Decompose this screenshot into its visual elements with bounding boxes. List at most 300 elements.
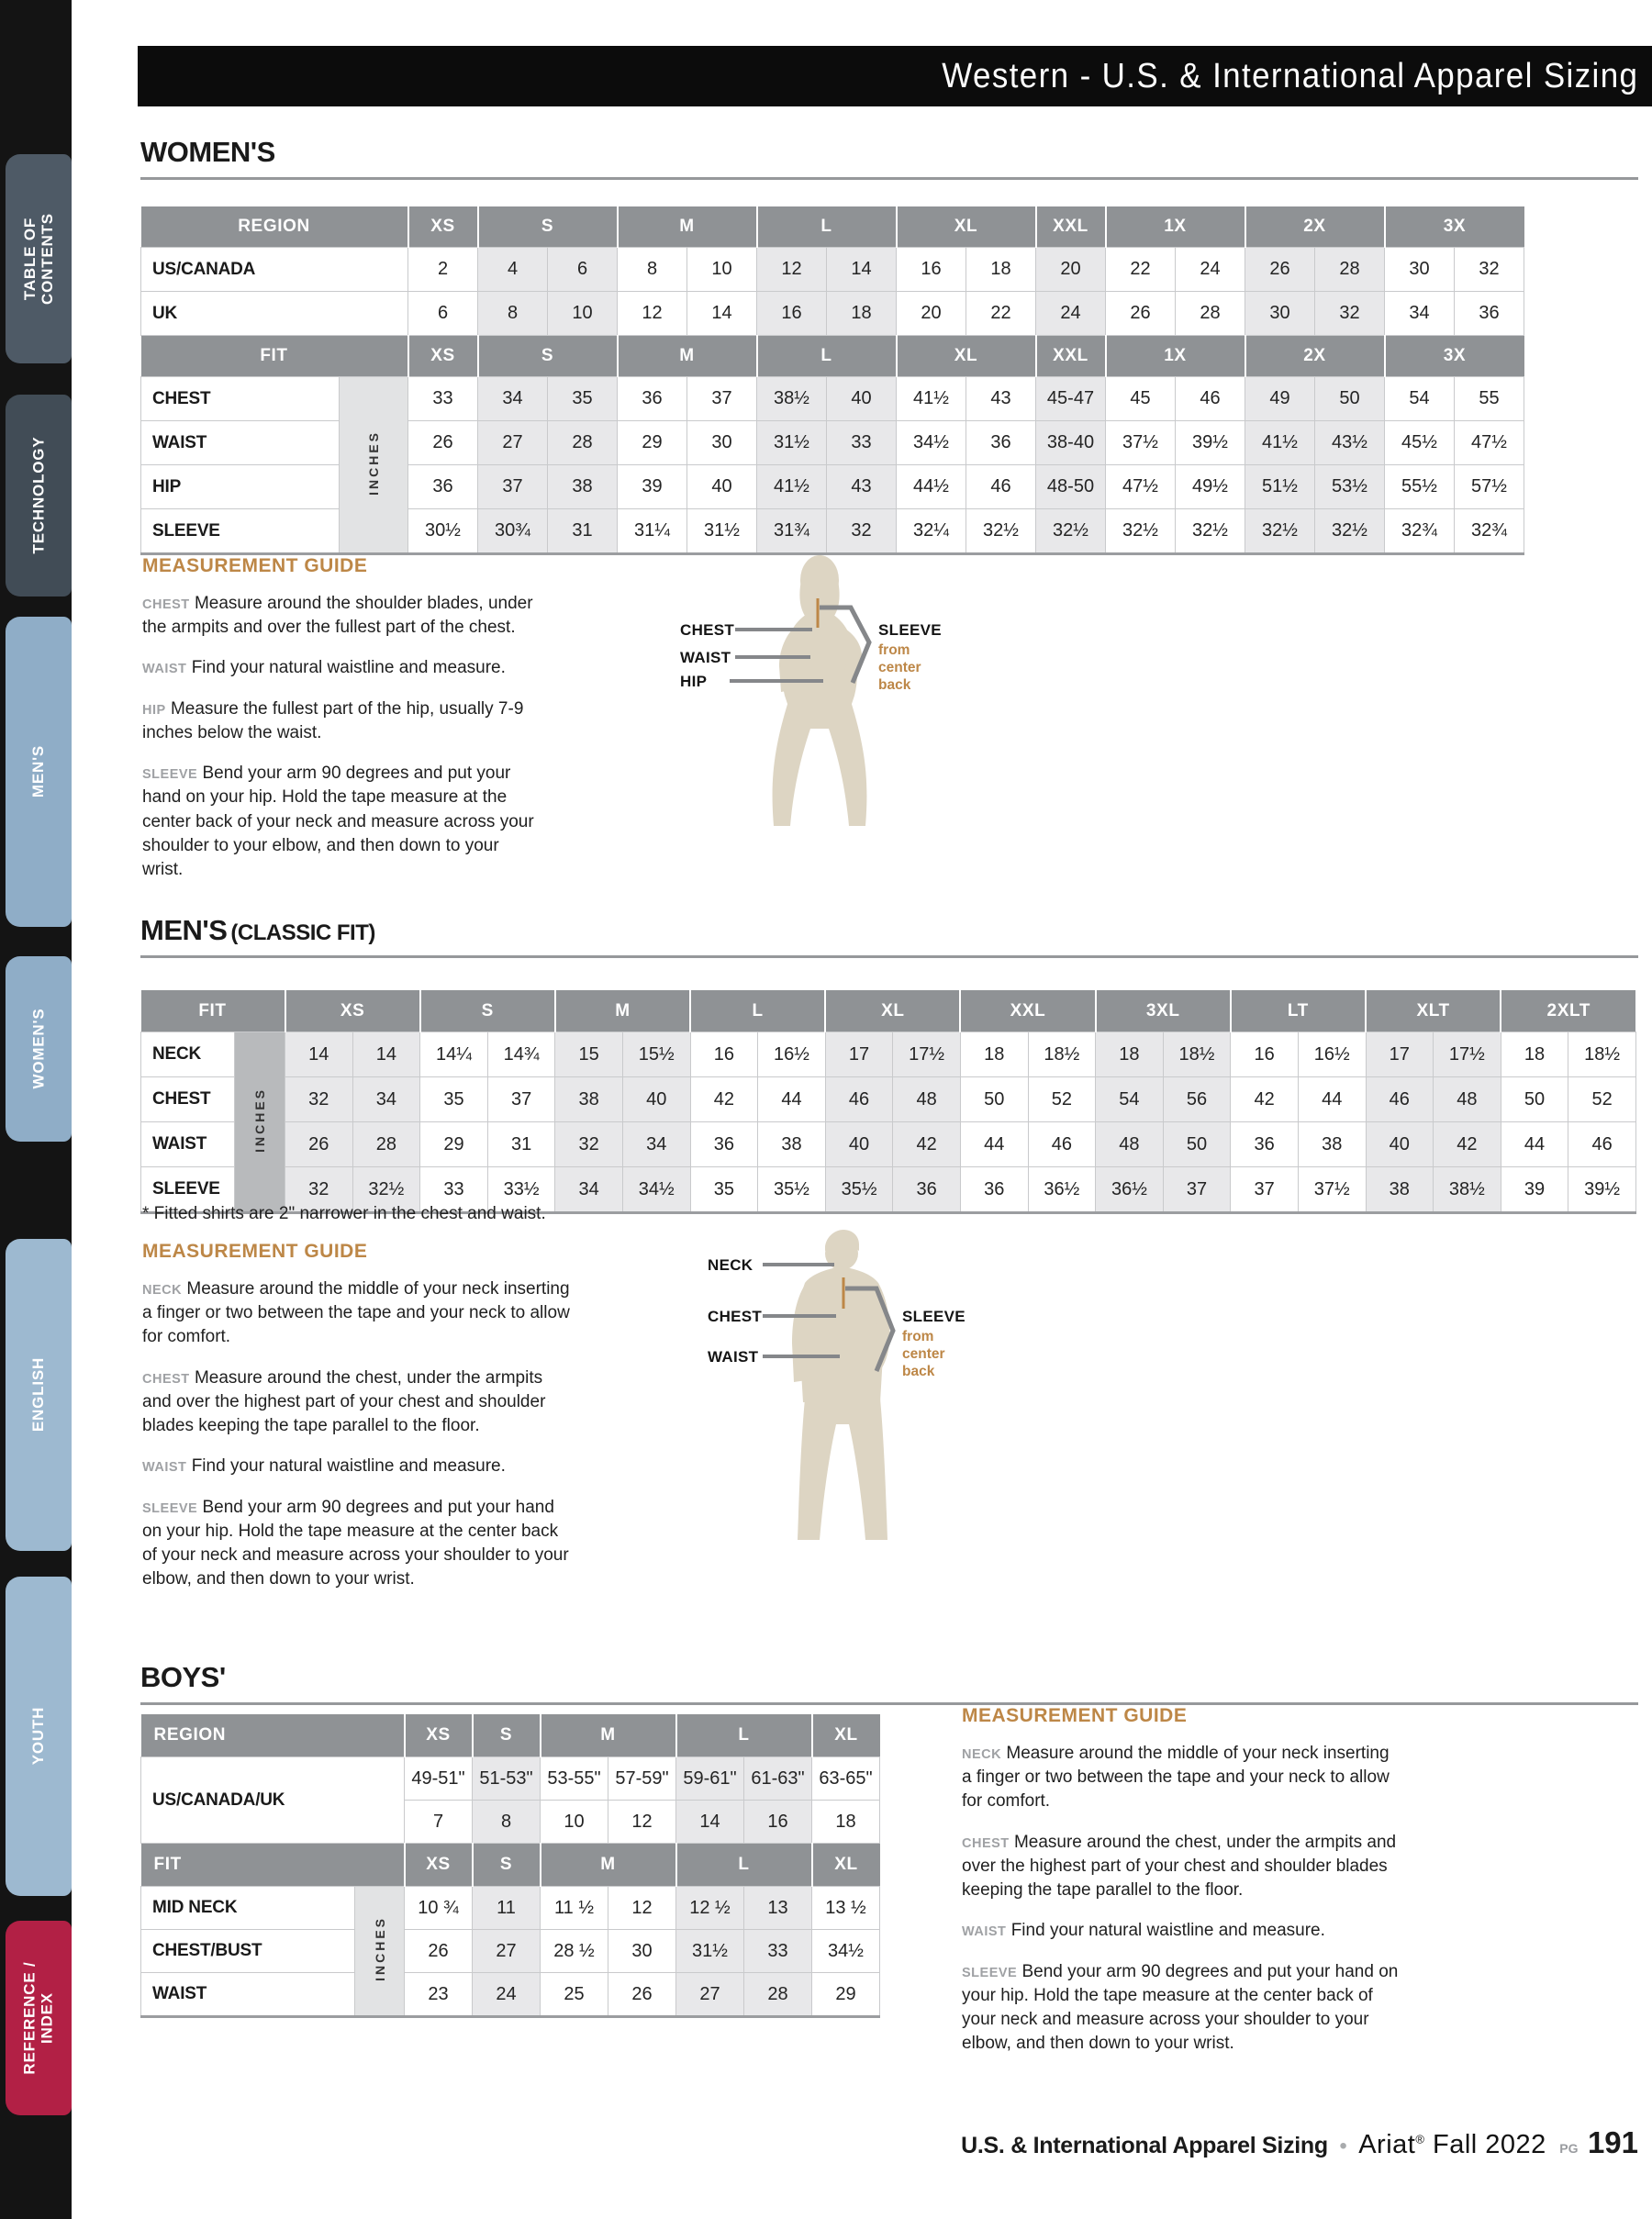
size-cell: 32½ — [966, 509, 1036, 554]
size-cell: 50 — [1163, 1122, 1231, 1167]
size-group-header-xs: XS — [405, 1844, 473, 1887]
row-label: SLEEVE — [141, 509, 340, 554]
size-cell: 54 — [1096, 1077, 1164, 1122]
size-cell: 50 — [1501, 1077, 1568, 1122]
size-cell: 44½ — [897, 465, 966, 509]
size-cell: 2 — [408, 248, 478, 292]
sidebar-tab-table-of-contents[interactable] — [6, 154, 72, 363]
size-group-header-2x: 2X — [1245, 206, 1385, 248]
size-table-section-label: FIT — [141, 990, 285, 1032]
fit-row — [141, 1973, 880, 2017]
size-cell: 34½ — [622, 1167, 690, 1213]
size-cell: 39 — [618, 465, 687, 509]
size-group-header-3x: 3X — [1385, 206, 1524, 248]
size-group-header-m: M — [541, 1714, 676, 1757]
size-cell: 40 — [687, 465, 757, 509]
size-cell: 35½ — [825, 1167, 893, 1213]
size-group-header-s: S — [478, 336, 618, 377]
size-cell: 12 — [608, 1801, 676, 1844]
sidebar-tab-label — [29, 1707, 47, 1766]
sidebar-tab-reference-index[interactable] — [6, 1921, 72, 2115]
size-cell: 28 — [744, 1973, 812, 2017]
size-cell: 30¾ — [478, 509, 548, 554]
size-cell: 53-55" — [541, 1757, 608, 1801]
size-cell: 55½ — [1385, 465, 1455, 509]
footer-separator-dot: • — [1339, 2134, 1347, 2158]
size-cell: 32 — [1315, 292, 1385, 336]
size-cell: 33½ — [487, 1167, 555, 1213]
size-cell: 28 — [352, 1122, 420, 1167]
womens-section-title: WOMEN'S — [140, 136, 1638, 180]
size-cell: 28 — [1176, 292, 1245, 336]
size-cell: 18 — [966, 248, 1036, 292]
row-label: NECK — [141, 1032, 235, 1077]
fit-row — [141, 1032, 1636, 1077]
size-table-section-label: REGION — [141, 1714, 405, 1757]
size-cell: 40 — [1366, 1122, 1434, 1167]
inches-unit-cell — [340, 377, 408, 554]
size-cell: 30 — [687, 421, 757, 465]
size-cell: 33 — [408, 377, 478, 421]
size-cell: 31 — [487, 1122, 555, 1167]
size-cell: 41½ — [897, 377, 966, 421]
guide-item: SLEEVE Bend your arm 90 degrees and put your hand on your hip. Hold the tape measure at the center back of your neck and measure across your shoulder to your elbow, and then down to your wrist. — [142, 764, 534, 879]
size-cell: 18½ — [1028, 1032, 1096, 1077]
sidebar-tab-label-line: MEN'S — [29, 745, 48, 798]
size-cell: 12 — [608, 1887, 676, 1930]
footer-doc-title: U.S. & International Apparel Sizing — [961, 2133, 1328, 2158]
sidebar-tab-youth[interactable] — [6, 1577, 72, 1896]
size-cell: 48 — [1434, 1077, 1501, 1122]
woman-silhouette — [773, 555, 867, 826]
sidebar — [0, 0, 72, 2219]
size-cell: 46 — [1028, 1122, 1096, 1167]
size-cell: 42 — [1231, 1077, 1299, 1122]
size-cell: 45-47 — [1036, 377, 1106, 421]
size-cell: 20 — [1036, 248, 1106, 292]
guide-item: SLEEVE Bend your arm 90 degrees and put your hand on your hip. Hold the tape measure at the center back of your neck and measure across your shoulder to your elbow, and then down to your wrist. — [962, 1961, 1399, 2054]
size-cell: 26 — [285, 1122, 353, 1167]
sidebar-tab-mens[interactable] — [6, 617, 72, 927]
guide-item: WAIST Find your natural waistline and measure. — [142, 658, 506, 678]
size-cell: 44 — [758, 1077, 826, 1122]
size-cell: 37½ — [1106, 421, 1176, 465]
size-group-header-2x: 2X — [1245, 336, 1385, 377]
sidebar-tab-label — [29, 437, 47, 554]
size-cell: 6 — [408, 292, 478, 336]
size-cell: 34 — [1385, 292, 1455, 336]
size-cell: 27 — [473, 1930, 541, 1973]
sidebar-tab-womens[interactable] — [6, 956, 72, 1142]
size-cell: 20 — [897, 292, 966, 336]
size-cell: 30 — [608, 1930, 676, 1973]
size-group-header-xs: XS — [405, 1714, 473, 1757]
sidebar-tab-label-line: TABLE OF — [20, 217, 39, 301]
page-header-bar — [138, 46, 1652, 106]
size-cell: 33 — [420, 1167, 488, 1213]
guide-item: WAIST Find your natural waistline and measure. — [142, 1456, 506, 1477]
size-cell: 43 — [966, 377, 1036, 421]
size-cell: 12 ½ — [676, 1887, 744, 1930]
size-cell: 42 — [690, 1077, 758, 1122]
size-cell: 34 — [478, 377, 548, 421]
size-cell: 49 — [1245, 377, 1315, 421]
size-cell: 37½ — [1298, 1167, 1366, 1213]
size-cell: 46 — [1366, 1077, 1434, 1122]
guide-heading: MEASUREMENT GUIDE — [142, 555, 368, 576]
size-cell: 12 — [618, 292, 687, 336]
size-cell: 38 — [548, 465, 618, 509]
womens-measurement-guide — [142, 555, 539, 898]
footer-pg-label: PG — [1559, 2141, 1579, 2156]
sleeve-note: center — [878, 660, 921, 675]
size-cell: 34 — [622, 1122, 690, 1167]
sleeve-note: from — [878, 642, 910, 658]
sidebar-tab-label — [29, 745, 47, 797]
footer-page-number: 191 — [1587, 2125, 1638, 2159]
size-group-header-row — [141, 1714, 880, 1757]
size-cell: 30½ — [408, 509, 478, 554]
size-cell: 22 — [966, 292, 1036, 336]
size-cell: 36 — [1455, 292, 1524, 336]
chest-label: CHEST — [680, 621, 735, 639]
size-group-header-s: S — [478, 206, 618, 248]
size-cell: 16 — [744, 1801, 812, 1844]
size-cell: 32¾ — [1385, 509, 1455, 554]
size-group-header-xlt: XLT — [1366, 990, 1501, 1032]
man-silhouette — [792, 1230, 890, 1540]
size-cell: 34 — [352, 1077, 420, 1122]
size-table-section-label: FIT — [141, 1844, 405, 1887]
size-cell: 32¼ — [897, 509, 966, 554]
mens-figure-illustration — [702, 1226, 977, 1547]
size-cell: 26 — [608, 1973, 676, 2017]
size-cell: 37 — [487, 1077, 555, 1122]
size-cell: 16½ — [758, 1032, 826, 1077]
size-cell: 32½ — [1106, 509, 1176, 554]
size-cell: 49½ — [1176, 465, 1245, 509]
region-row — [141, 1757, 880, 1801]
size-cell: 36 — [690, 1122, 758, 1167]
sidebar-tab-label-line: WOMEN'S — [29, 1008, 48, 1090]
size-group-header-xxl: XXL — [1036, 206, 1106, 248]
row-label: HIP — [141, 465, 340, 509]
size-cell: 32 — [555, 1122, 623, 1167]
size-cell: 32 — [827, 509, 897, 554]
sidebar-tab-technology[interactable] — [6, 395, 72, 597]
size-cell: 17½ — [893, 1032, 961, 1077]
size-cell: 14 — [285, 1032, 353, 1077]
size-group-header-row — [141, 1844, 880, 1887]
size-cell: 34½ — [812, 1930, 880, 1973]
size-cell: 48 — [1096, 1122, 1164, 1167]
size-cell: 46 — [1176, 377, 1245, 421]
size-cell: 30 — [1385, 248, 1455, 292]
mens-measurement-guide — [142, 1241, 574, 1608]
size-cell: 51-53" — [473, 1757, 541, 1801]
guide-item: CHEST Measure around the chest, under the armpits and over the highest part of your chest and shoulder blades keeping the tape parallel to the floor. — [142, 1367, 546, 1436]
size-cell: 42 — [1434, 1122, 1501, 1167]
size-cell: 14¾ — [487, 1032, 555, 1077]
inches-unit-label: INCHES — [252, 1087, 267, 1153]
size-cell: 29 — [812, 1973, 880, 2017]
row-label: CHEST — [141, 377, 340, 421]
womens-figure-illustration — [675, 543, 959, 842]
size-cell: 30 — [1245, 292, 1315, 336]
size-cell: 39½ — [1568, 1167, 1636, 1213]
guide-item: WAIST Find your natural waistline and measure. — [962, 1921, 1325, 1941]
size-group-header-1x: 1X — [1106, 206, 1245, 248]
size-cell: 35 — [690, 1167, 758, 1213]
size-cell: 48-50 — [1036, 465, 1106, 509]
size-cell: 37 — [478, 465, 548, 509]
sidebar-tab-english[interactable] — [6, 1239, 72, 1551]
size-cell: 11 — [473, 1887, 541, 1930]
size-cell: 46 — [966, 465, 1036, 509]
size-cell: 12 — [757, 248, 827, 292]
size-cell: 14¼ — [420, 1032, 488, 1077]
size-cell: 53½ — [1315, 465, 1385, 509]
size-cell: 10 — [541, 1801, 608, 1844]
size-cell: 32½ — [1315, 509, 1385, 554]
size-cell: 31¼ — [618, 509, 687, 554]
size-cell: 38 — [555, 1077, 623, 1122]
size-cell: 52 — [1028, 1077, 1096, 1122]
row-label: US/CANADA/UK — [141, 1757, 405, 1844]
size-cell: 18 — [1096, 1032, 1164, 1077]
mens-section-title: MEN'S (CLASSIC FIT) — [140, 914, 1638, 958]
sidebar-tab-label-line: TECHNOLOGY — [29, 437, 48, 554]
size-group-header-m: M — [555, 990, 690, 1032]
inches-unit-label: INCHES — [366, 429, 381, 496]
size-cell: 31½ — [687, 509, 757, 554]
womens-size-table — [140, 206, 1524, 555]
row-label: WAIST — [141, 1973, 355, 2017]
size-cell: 4 — [478, 248, 548, 292]
sleeve-note: back — [902, 1364, 935, 1379]
sidebar-tab-label-line: YOUTH — [29, 1707, 48, 1766]
size-cell: 54 — [1385, 377, 1455, 421]
size-group-header-s: S — [420, 990, 555, 1032]
size-cell: 14 — [352, 1032, 420, 1077]
size-cell: 16½ — [1298, 1032, 1366, 1077]
size-cell: 31½ — [676, 1930, 744, 1973]
row-label: MID NECK — [141, 1887, 355, 1930]
waist-label: WAIST — [708, 1348, 759, 1366]
size-group-header-3x: 3X — [1385, 336, 1524, 377]
region-row — [141, 248, 1524, 292]
size-cell: 52 — [1568, 1077, 1636, 1122]
size-cell: 50 — [1315, 377, 1385, 421]
size-cell: 32¾ — [1455, 509, 1524, 554]
size-cell: 41½ — [757, 465, 827, 509]
size-cell: 16 — [690, 1032, 758, 1077]
size-cell: 39½ — [1176, 421, 1245, 465]
size-cell: 36½ — [1028, 1167, 1096, 1213]
size-cell: 36 — [893, 1167, 961, 1213]
mens-size-table — [140, 990, 1636, 1214]
size-cell: 32½ — [1176, 509, 1245, 554]
size-cell: 29 — [420, 1122, 488, 1167]
size-cell: 32½ — [352, 1167, 420, 1213]
size-cell: 32½ — [1245, 509, 1315, 554]
size-cell: 16 — [897, 248, 966, 292]
size-cell: 50 — [960, 1077, 1028, 1122]
sleeve-note: from — [902, 1329, 934, 1344]
hip-label: HIP — [680, 673, 708, 690]
size-cell: 18½ — [1163, 1032, 1231, 1077]
size-cell: 36½ — [1096, 1167, 1164, 1213]
size-cell: 57½ — [1455, 465, 1524, 509]
size-cell: 51½ — [1245, 465, 1315, 509]
size-cell: 10 ¾ — [405, 1887, 473, 1930]
size-cell: 44 — [1298, 1077, 1366, 1122]
size-cell: 59-61" — [676, 1757, 744, 1801]
size-cell: 61-63" — [744, 1757, 812, 1801]
size-cell: 16 — [757, 292, 827, 336]
size-cell: 33 — [827, 421, 897, 465]
row-label: US/CANADA — [141, 248, 408, 292]
size-group-header-l: L — [757, 336, 897, 377]
page-title: Western - U.S. & International Apparel Sizing — [942, 56, 1639, 95]
guide-item: CHEST Measure around the shoulder blades, under the armpits and over the fullest part of the chest. — [142, 594, 533, 638]
row-label: WAIST — [141, 421, 340, 465]
size-cell: 26 — [1245, 248, 1315, 292]
size-group-header-row — [141, 990, 1636, 1032]
size-cell: 18 — [1501, 1032, 1568, 1077]
size-cell: 16 — [1231, 1032, 1299, 1077]
size-cell: 23 — [405, 1973, 473, 2017]
inches-unit-cell — [355, 1887, 405, 2017]
size-cell: 14 — [687, 292, 757, 336]
size-cell: 36 — [618, 377, 687, 421]
fit-row — [141, 1887, 880, 1930]
size-group-header-row — [141, 336, 1524, 377]
size-group-header-s: S — [473, 1844, 541, 1887]
size-cell: 37 — [687, 377, 757, 421]
size-cell: 44 — [960, 1122, 1028, 1167]
size-cell: 43½ — [1315, 421, 1385, 465]
size-cell: 22 — [1106, 248, 1176, 292]
sidebar-tab-label — [29, 1009, 47, 1089]
size-group-header-2xlt: 2XLT — [1501, 990, 1635, 1032]
size-cell: 31½ — [757, 421, 827, 465]
size-cell: 45½ — [1385, 421, 1455, 465]
size-cell: 36 — [408, 465, 478, 509]
size-cell: 37 — [1163, 1167, 1231, 1213]
size-cell: 49-51" — [405, 1757, 473, 1801]
size-cell: 6 — [548, 248, 618, 292]
guide-item: NECK Measure around the middle of your neck inserting a finger or two between the tape and your neck to allow for comfort. — [142, 1279, 570, 1347]
region-row — [141, 292, 1524, 336]
size-cell: 28 — [1315, 248, 1385, 292]
size-group-header-l: L — [676, 1844, 812, 1887]
row-label: WAIST — [141, 1122, 235, 1167]
size-group-header-xxl: XXL — [1036, 336, 1106, 377]
size-cell: 11 ½ — [541, 1887, 608, 1930]
size-group-header-s: S — [473, 1714, 541, 1757]
size-table-section-label: REGION — [141, 206, 408, 248]
size-group-header-1x: 1X — [1106, 336, 1245, 377]
size-cell: 31¾ — [757, 509, 827, 554]
size-cell: 45 — [1106, 377, 1176, 421]
size-cell: 24 — [1036, 292, 1106, 336]
size-table-section-label: FIT — [141, 336, 408, 377]
inches-unit-cell — [235, 1032, 285, 1213]
size-cell: 24 — [473, 1973, 541, 2017]
size-cell: 26 — [405, 1930, 473, 1973]
boys-measurement-guide — [962, 1705, 1401, 2072]
size-cell: 63-65" — [812, 1757, 880, 1801]
sleeve-note: center — [902, 1346, 945, 1362]
size-cell: 46 — [1568, 1122, 1636, 1167]
guide-item: CHEST Measure around the chest, under the armpits and over the highest part of your chest and shoulder blades keeping the tape parallel to the floor. — [962, 1832, 1397, 1901]
size-cell: 57-59" — [608, 1757, 676, 1801]
size-cell: 10 — [548, 292, 618, 336]
size-cell: 26 — [1106, 292, 1176, 336]
size-cell: 40 — [827, 377, 897, 421]
fit-row — [141, 1077, 1636, 1122]
size-cell: 28 ½ — [541, 1930, 608, 1973]
sleeve-label: SLEEVE — [878, 621, 942, 639]
size-group-header-xl: XL — [812, 1714, 880, 1757]
size-cell: 14 — [676, 1801, 744, 1844]
sleeve-label: SLEEVE — [902, 1308, 966, 1325]
size-cell: 8 — [478, 292, 548, 336]
row-label: SLEEVE — [141, 1167, 235, 1213]
row-label: CHEST/BUST — [141, 1930, 355, 1973]
size-cell: 34½ — [897, 421, 966, 465]
size-cell: 38-40 — [1036, 421, 1106, 465]
size-cell: 32 — [285, 1077, 353, 1122]
boys-section-title: BOYS' — [140, 1661, 1638, 1705]
size-group-header-xs: XS — [285, 990, 420, 1032]
size-cell: 28 — [548, 421, 618, 465]
guide-item: SLEEVE Bend your arm 90 degrees and put your hand on your hip. Hold the tape measure at the center back of your neck and measure across your shoulder to your elbow, and then down to your wrist. — [142, 1497, 569, 1589]
size-cell: 48 — [893, 1077, 961, 1122]
size-cell: 13 ½ — [812, 1887, 880, 1930]
size-cell: 18½ — [1568, 1032, 1636, 1077]
size-cell: 40 — [825, 1122, 893, 1167]
size-cell: 43 — [827, 465, 897, 509]
size-cell: 25 — [541, 1973, 608, 2017]
guide-heading: MEASUREMENT GUIDE — [142, 1241, 368, 1262]
size-cell: 36 — [960, 1167, 1028, 1213]
size-group-header-3xl: 3XL — [1096, 990, 1231, 1032]
size-cell: 37 — [1231, 1167, 1299, 1213]
size-cell: 8 — [473, 1801, 541, 1844]
size-cell: 32 — [1455, 248, 1524, 292]
size-cell: 34 — [555, 1167, 623, 1213]
row-label: UK — [141, 292, 408, 336]
size-cell: 13 — [744, 1887, 812, 1930]
size-cell: 27 — [676, 1973, 744, 2017]
size-cell: 14 — [827, 248, 897, 292]
size-cell: 17 — [825, 1032, 893, 1077]
sidebar-tab-label-line: REFERENCE / — [20, 1961, 39, 2075]
size-cell: 15½ — [622, 1032, 690, 1077]
neck-label: NECK — [708, 1256, 753, 1274]
size-group-header-m: M — [618, 206, 757, 248]
size-cell: 41½ — [1245, 421, 1315, 465]
size-cell: 15 — [555, 1032, 623, 1077]
fit-row — [141, 377, 1524, 421]
size-group-header-xl: XL — [825, 990, 960, 1032]
sleeve-note: back — [878, 677, 911, 693]
size-cell: 7 — [405, 1801, 473, 1844]
boys-size-table — [140, 1714, 880, 2018]
size-group-header-xl: XL — [812, 1844, 880, 1887]
